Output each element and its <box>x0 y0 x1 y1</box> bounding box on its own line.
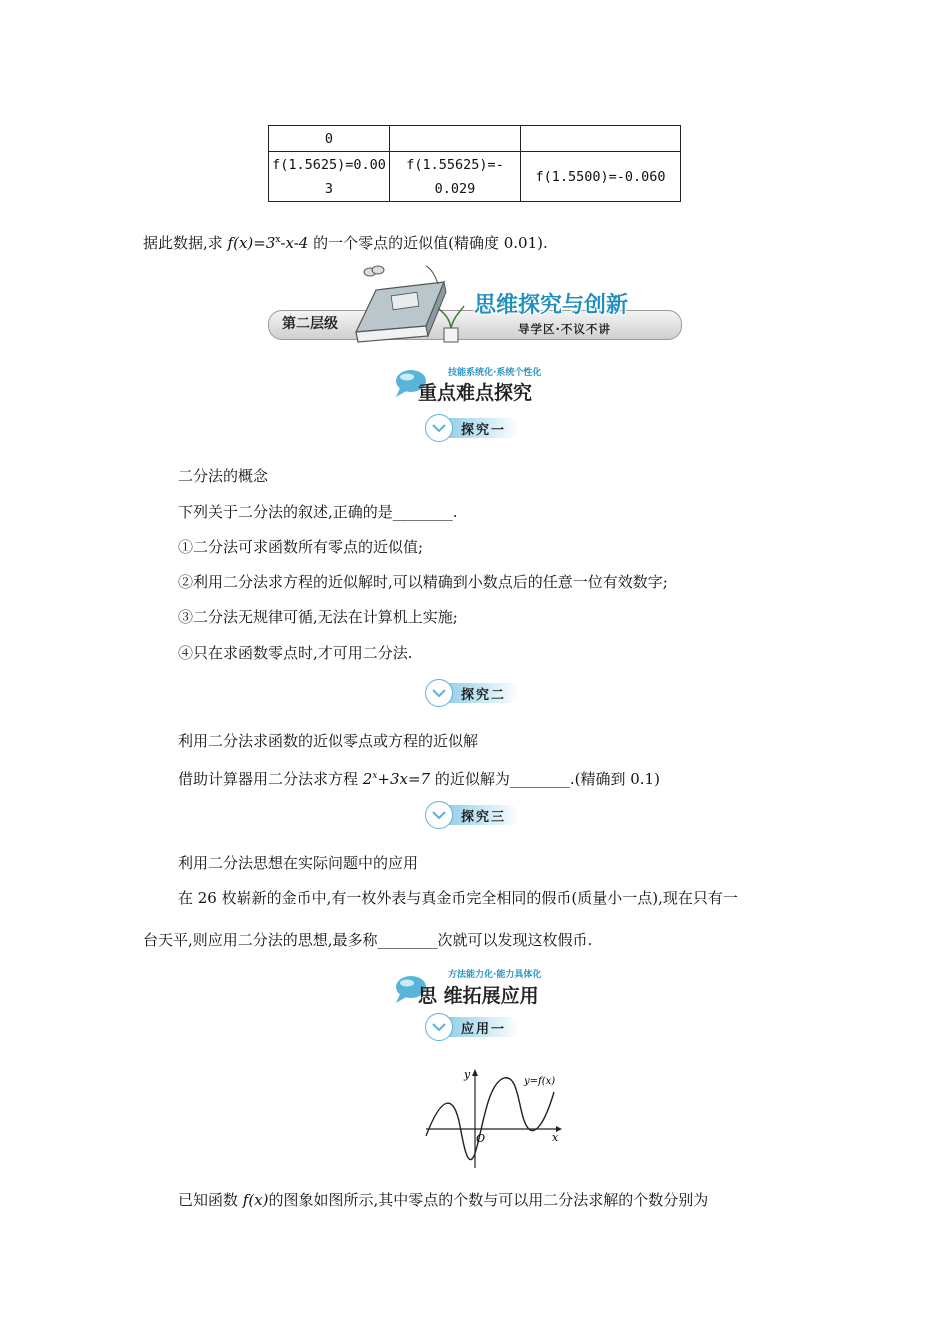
explore2-heading: 利用二分法求函数的近似零点或方程的近似解 <box>178 732 479 750</box>
explore2-question <box>178 766 660 789</box>
q-math: +3x=7 <box>377 770 431 788</box>
apply1-question <box>178 1190 708 1210</box>
banner-level: 第二层级 <box>282 316 338 332</box>
explore3-heading: 利用二分法思想在实际问题中的应用 <box>178 854 419 872</box>
table-cell <box>521 126 681 152</box>
q-func: f(x) <box>242 1191 269 1209</box>
intro-prefix: 据此数据,求 <box>143 234 228 252</box>
cell-line: f(1.55625)=- <box>406 156 504 173</box>
y-arrow <box>472 1069 478 1076</box>
explore-pill-3 <box>425 801 521 829</box>
pill-label: 探究三 <box>461 810 507 825</box>
explore-pill-2 <box>425 679 521 707</box>
curve-label: y=f(x) <box>524 1076 556 1087</box>
intro-math: -x-4 <box>280 234 309 252</box>
q-sup: x <box>372 771 378 781</box>
explore-pill-1 <box>425 414 521 442</box>
apply-pill-1 <box>425 1013 521 1041</box>
cell-line: 0.029 <box>434 180 476 197</box>
explore3-line2: 台天平,则应用二分法的思想,最多称________次就可以发现这枚假币. <box>143 931 593 949</box>
intro-rest: 的一个零点的近似值(精确度 0.01). <box>308 234 548 252</box>
q-rest: 的图象如图所示,其中零点的个数与可以用二分法求解的个数分别为 <box>268 1191 709 1209</box>
explore1-heading: 二分法的概念 <box>178 467 269 485</box>
table-cell <box>269 152 390 202</box>
curve <box>426 1078 554 1160</box>
q-base: 2 <box>362 770 373 788</box>
section-tag: 技能系统化·系统个性化 <box>448 368 542 378</box>
table-cell: 0 <box>269 126 390 152</box>
pill-label: 应用一 <box>461 1022 507 1037</box>
explore3-line1: 在 26 枚崭新的金币中,有一枚外表与真金币完全相同的假币(质量小一点),现在只有一 <box>178 889 738 907</box>
y-axis-label: y <box>464 1068 471 1081</box>
origin-label: O <box>476 1132 486 1145</box>
section-title: 重点难点探究 <box>418 382 533 404</box>
value-table <box>268 125 681 202</box>
table-cell: f(1.5500)=-0.060 <box>521 152 681 202</box>
q-suffix: 的近似解为________.(精确到 0.1) <box>430 770 660 788</box>
option-item: ①二分法可求函数所有零点的近似值; <box>178 538 424 556</box>
function-graph <box>420 1064 570 1172</box>
option-item: ③二分法无规律可循,无法在计算机上实施; <box>178 608 458 626</box>
table-cell <box>390 126 521 152</box>
chevron-down-icon <box>431 422 447 434</box>
chevron-down-icon <box>431 687 447 699</box>
option-item: ④只在求函数零点时,才可用二分法. <box>178 644 413 662</box>
x-axis-label: x <box>552 1131 559 1144</box>
banner-title: 思维探究与创新 <box>474 293 629 318</box>
intro-func: f(x)=3 <box>227 234 276 252</box>
cell-line: f(1.5625)=0.00 <box>272 156 386 173</box>
intro-line <box>143 230 548 253</box>
q-prefix: 已知函数 <box>178 1191 243 1209</box>
explore1-question: 下列关于二分法的叙述,正确的是________. <box>178 503 458 521</box>
banner-subtitle: 导学区·不议不讲 <box>518 322 611 336</box>
section-tag: 方法能力化·能力具体化 <box>448 970 542 980</box>
section-title: 思 维拓展应用 <box>418 985 539 1007</box>
q-prefix: 借助计算器用二分法求方程 <box>178 770 363 788</box>
book-plant-icon <box>346 262 466 352</box>
cell-line: 3 <box>324 180 334 197</box>
option-item: ②利用二分法求方程的近似解时,可以精确到小数点后的任意一位有效数字; <box>178 573 668 591</box>
table-cell <box>390 152 521 202</box>
chevron-down-icon <box>431 1021 447 1033</box>
pill-label: 探究二 <box>461 688 507 703</box>
pill-label: 探究一 <box>461 423 507 438</box>
chevron-down-icon <box>431 809 447 821</box>
intro-sup: x <box>275 235 281 245</box>
